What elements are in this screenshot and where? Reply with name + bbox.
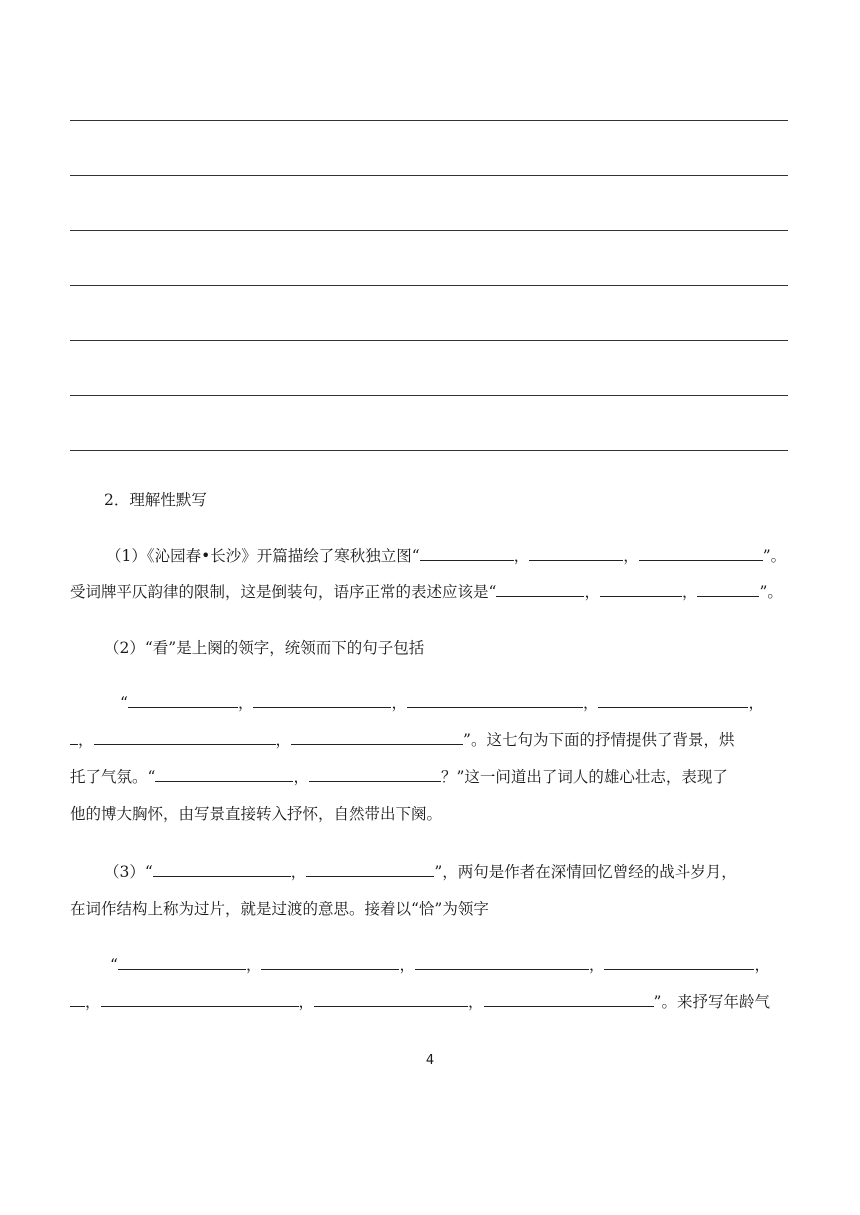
answer-line	[70, 120, 788, 121]
q2-line-2	[70, 729, 790, 751]
comma: ，	[85, 993, 101, 1011]
fill-blank[interactable]	[101, 992, 299, 1007]
q3-line-1	[104, 861, 824, 883]
answer-line	[70, 395, 788, 396]
comma: ，	[237, 694, 254, 712]
comma: ，	[588, 956, 605, 974]
fill-blank[interactable]	[600, 582, 682, 597]
section-heading-text: 2．理解性默写	[104, 491, 207, 509]
comma: ，	[78, 731, 94, 749]
q2-text: ”。这七句为下面的抒情提供了背景，烘	[463, 731, 735, 749]
fill-blank[interactable]	[253, 693, 391, 708]
comma: ，	[623, 547, 639, 565]
q1-line-2	[70, 581, 790, 603]
q3-line-2	[70, 898, 790, 920]
open-quote: “	[120, 694, 128, 712]
fill-blank[interactable]	[639, 546, 763, 561]
fill-blank[interactable]	[484, 992, 654, 1007]
q1-line-1	[106, 545, 826, 567]
fill-blank[interactable]	[306, 862, 434, 877]
answer-line	[70, 230, 788, 231]
q3-text: ”。来抒写年龄气	[653, 993, 770, 1011]
comma: ，	[399, 956, 415, 974]
comma: ，	[391, 694, 407, 712]
fill-blank[interactable]	[314, 992, 468, 1007]
q3-text: ”，两句是作者在深情回忆曾经的战斗岁月，	[434, 863, 737, 881]
q2-text: 托了气氛。“	[70, 768, 156, 786]
q1-text: （1）《沁园春•长沙》开篇描绘了寒秋独立图“	[106, 547, 420, 565]
comma: ，	[582, 694, 599, 712]
q2-line-4	[70, 803, 790, 825]
comma: ，	[513, 547, 530, 565]
q2-line-1	[120, 692, 840, 714]
comma: ，	[275, 731, 292, 749]
fill-blank[interactable]	[70, 992, 85, 1007]
q3-line-3	[110, 954, 830, 976]
answer-line	[70, 285, 788, 286]
fill-blank[interactable]	[309, 767, 441, 782]
fill-blank[interactable]	[496, 582, 584, 597]
comma: ，	[290, 863, 307, 881]
fill-blank[interactable]	[420, 546, 514, 561]
comma: ，	[748, 694, 764, 712]
q2-text: （2）“看”是上阕的领字，统领而下的句子包括	[104, 639, 425, 657]
comma: ，	[681, 583, 698, 601]
q2-intro	[104, 637, 824, 659]
q2-line-3	[70, 766, 790, 788]
q2-text: 他的博大胸怀，由写景直接转入抒怀，自然带出下阕。	[70, 805, 443, 823]
comma: ，	[468, 993, 484, 1011]
fill-blank[interactable]	[529, 546, 623, 561]
comma: ，	[754, 956, 770, 974]
fill-blank[interactable]	[407, 693, 583, 708]
fill-blank[interactable]	[94, 730, 276, 745]
fill-blank[interactable]	[598, 693, 748, 708]
fill-blank[interactable]	[604, 955, 754, 970]
answer-line	[70, 450, 788, 451]
fill-blank[interactable]	[153, 862, 291, 877]
q1-text: 受词牌平仄韵律的限制，这是倒装句，语序正常的表述应该是“	[70, 583, 497, 601]
q1-text: ”。	[759, 583, 783, 601]
fill-blank[interactable]	[155, 767, 293, 782]
fill-blank[interactable]	[70, 730, 78, 745]
q1-text: ”。	[762, 547, 787, 565]
answer-line	[70, 340, 788, 341]
comma: ，	[245, 956, 262, 974]
answer-line	[70, 175, 788, 176]
page-number: 4	[425, 1053, 435, 1068]
open-quote: “	[110, 956, 118, 974]
q3-text: 在词作结构上称为过片，就是过渡的意思。接着以“恰”为领字	[70, 900, 489, 918]
q3-text: （3）“	[104, 863, 153, 881]
q2-text: ？”这一问道出了词人的雄心壮志，表现了	[440, 768, 728, 786]
fill-blank[interactable]	[291, 730, 463, 745]
section-heading	[104, 489, 824, 511]
fill-blank[interactable]	[128, 693, 238, 708]
fill-blank[interactable]	[118, 955, 246, 970]
fill-blank[interactable]	[697, 582, 759, 597]
fill-blank[interactable]	[415, 955, 589, 970]
comma: ，	[298, 993, 315, 1011]
fill-blank[interactable]	[261, 955, 399, 970]
comma: ，	[293, 768, 309, 786]
comma: ，	[584, 583, 600, 601]
q3-line-4	[70, 991, 790, 1013]
